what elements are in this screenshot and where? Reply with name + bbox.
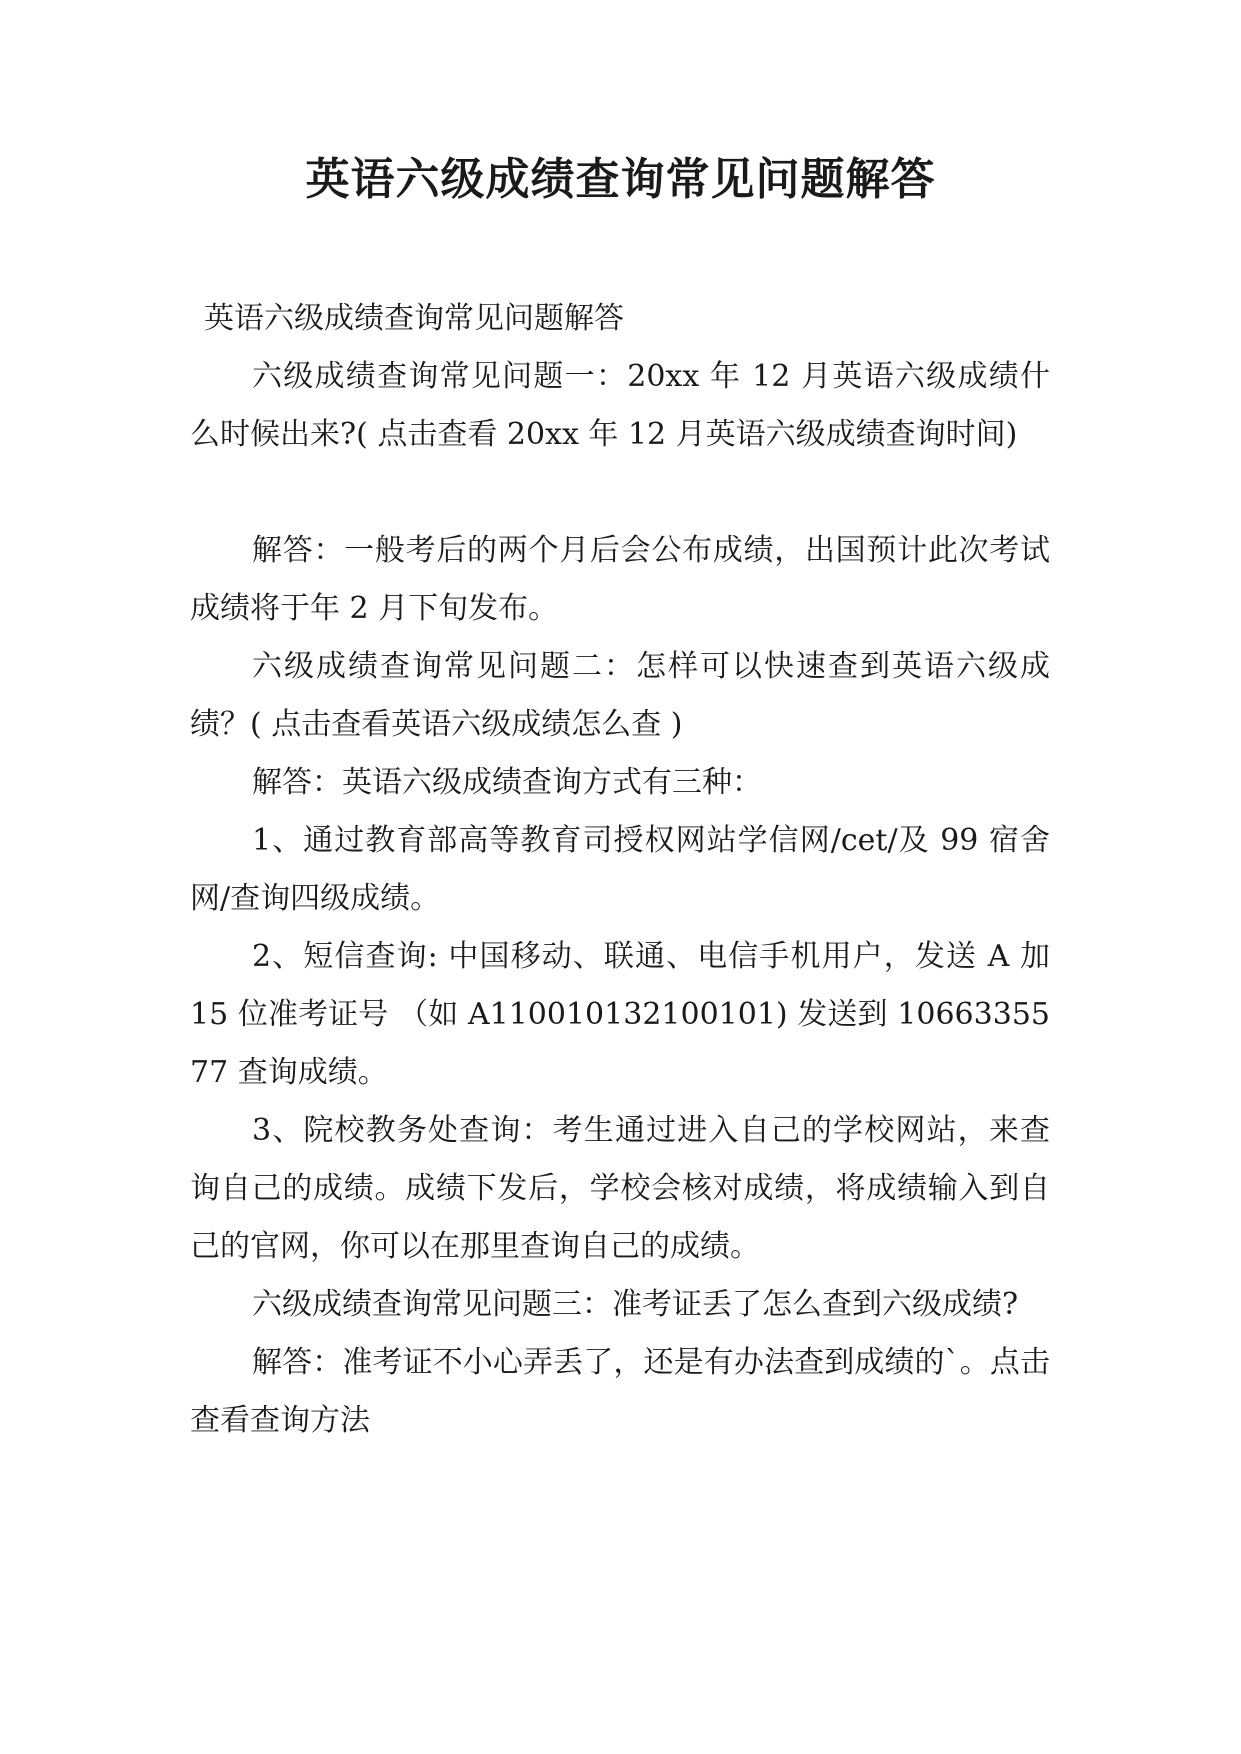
paragraph-answer-2: 解答：英语六级成绩查询方式有三种： [252, 765, 762, 800]
paragraph-method-2: 2、短信查询: 中国移动、联通、电信手机用户，发送 A 加 15 位准考证号 （如 A110010132100101) 发送到 1066335577 查询成绩。 [190, 939, 1050, 1090]
paragraph-method-3: 3、院校教务处查询：考生通过进入自己的学校网站，来查询自己的成绩。成绩下发后，学校会核对成绩，将成绩输入到自己的官网，你可以在那里查询自己的成绩。 [190, 1113, 1050, 1264]
paragraph-question-1: 六级成绩查询常见问题一：20xx 年 12 月英语六级成绩什么时候出来?( 点击查看 20xx 年 12 月英语六级成绩查询时间) [190, 359, 1050, 452]
paragraph-question-3: 六级成绩查询常见问题三：准考证丢了怎么查到六级成绩? [252, 1287, 1019, 1322]
document-subtitle: 英语六级成绩查询常见问题解答 [204, 301, 624, 336]
document-title: 英语六级成绩查询常见问题解答 [305, 154, 936, 205]
paragraph-question-2: 六级成绩查询常见问题二：怎样可以快速查到英语六级成绩？( 点击查看英语六级成绩怎么查 ) [190, 649, 1050, 742]
paragraph-answer-1: 解答：一般考后的两个月后会公布成绩，出国预计此次考试成绩将于年 2 月下旬发布。 [190, 533, 1050, 626]
paragraph-answer-3: 解答：准考证不小心弄丢了，还是有办法查到成绩的`。点击查看查询方法 [190, 1345, 1050, 1438]
paragraph-method-1: 1、通过教育部高等教育司授权网站学信网/cet/及 99 宿舍网/查询四级成绩。 [190, 823, 1050, 916]
paragraph-gap [190, 464, 1050, 522]
document-body [190, 290, 1050, 1450]
